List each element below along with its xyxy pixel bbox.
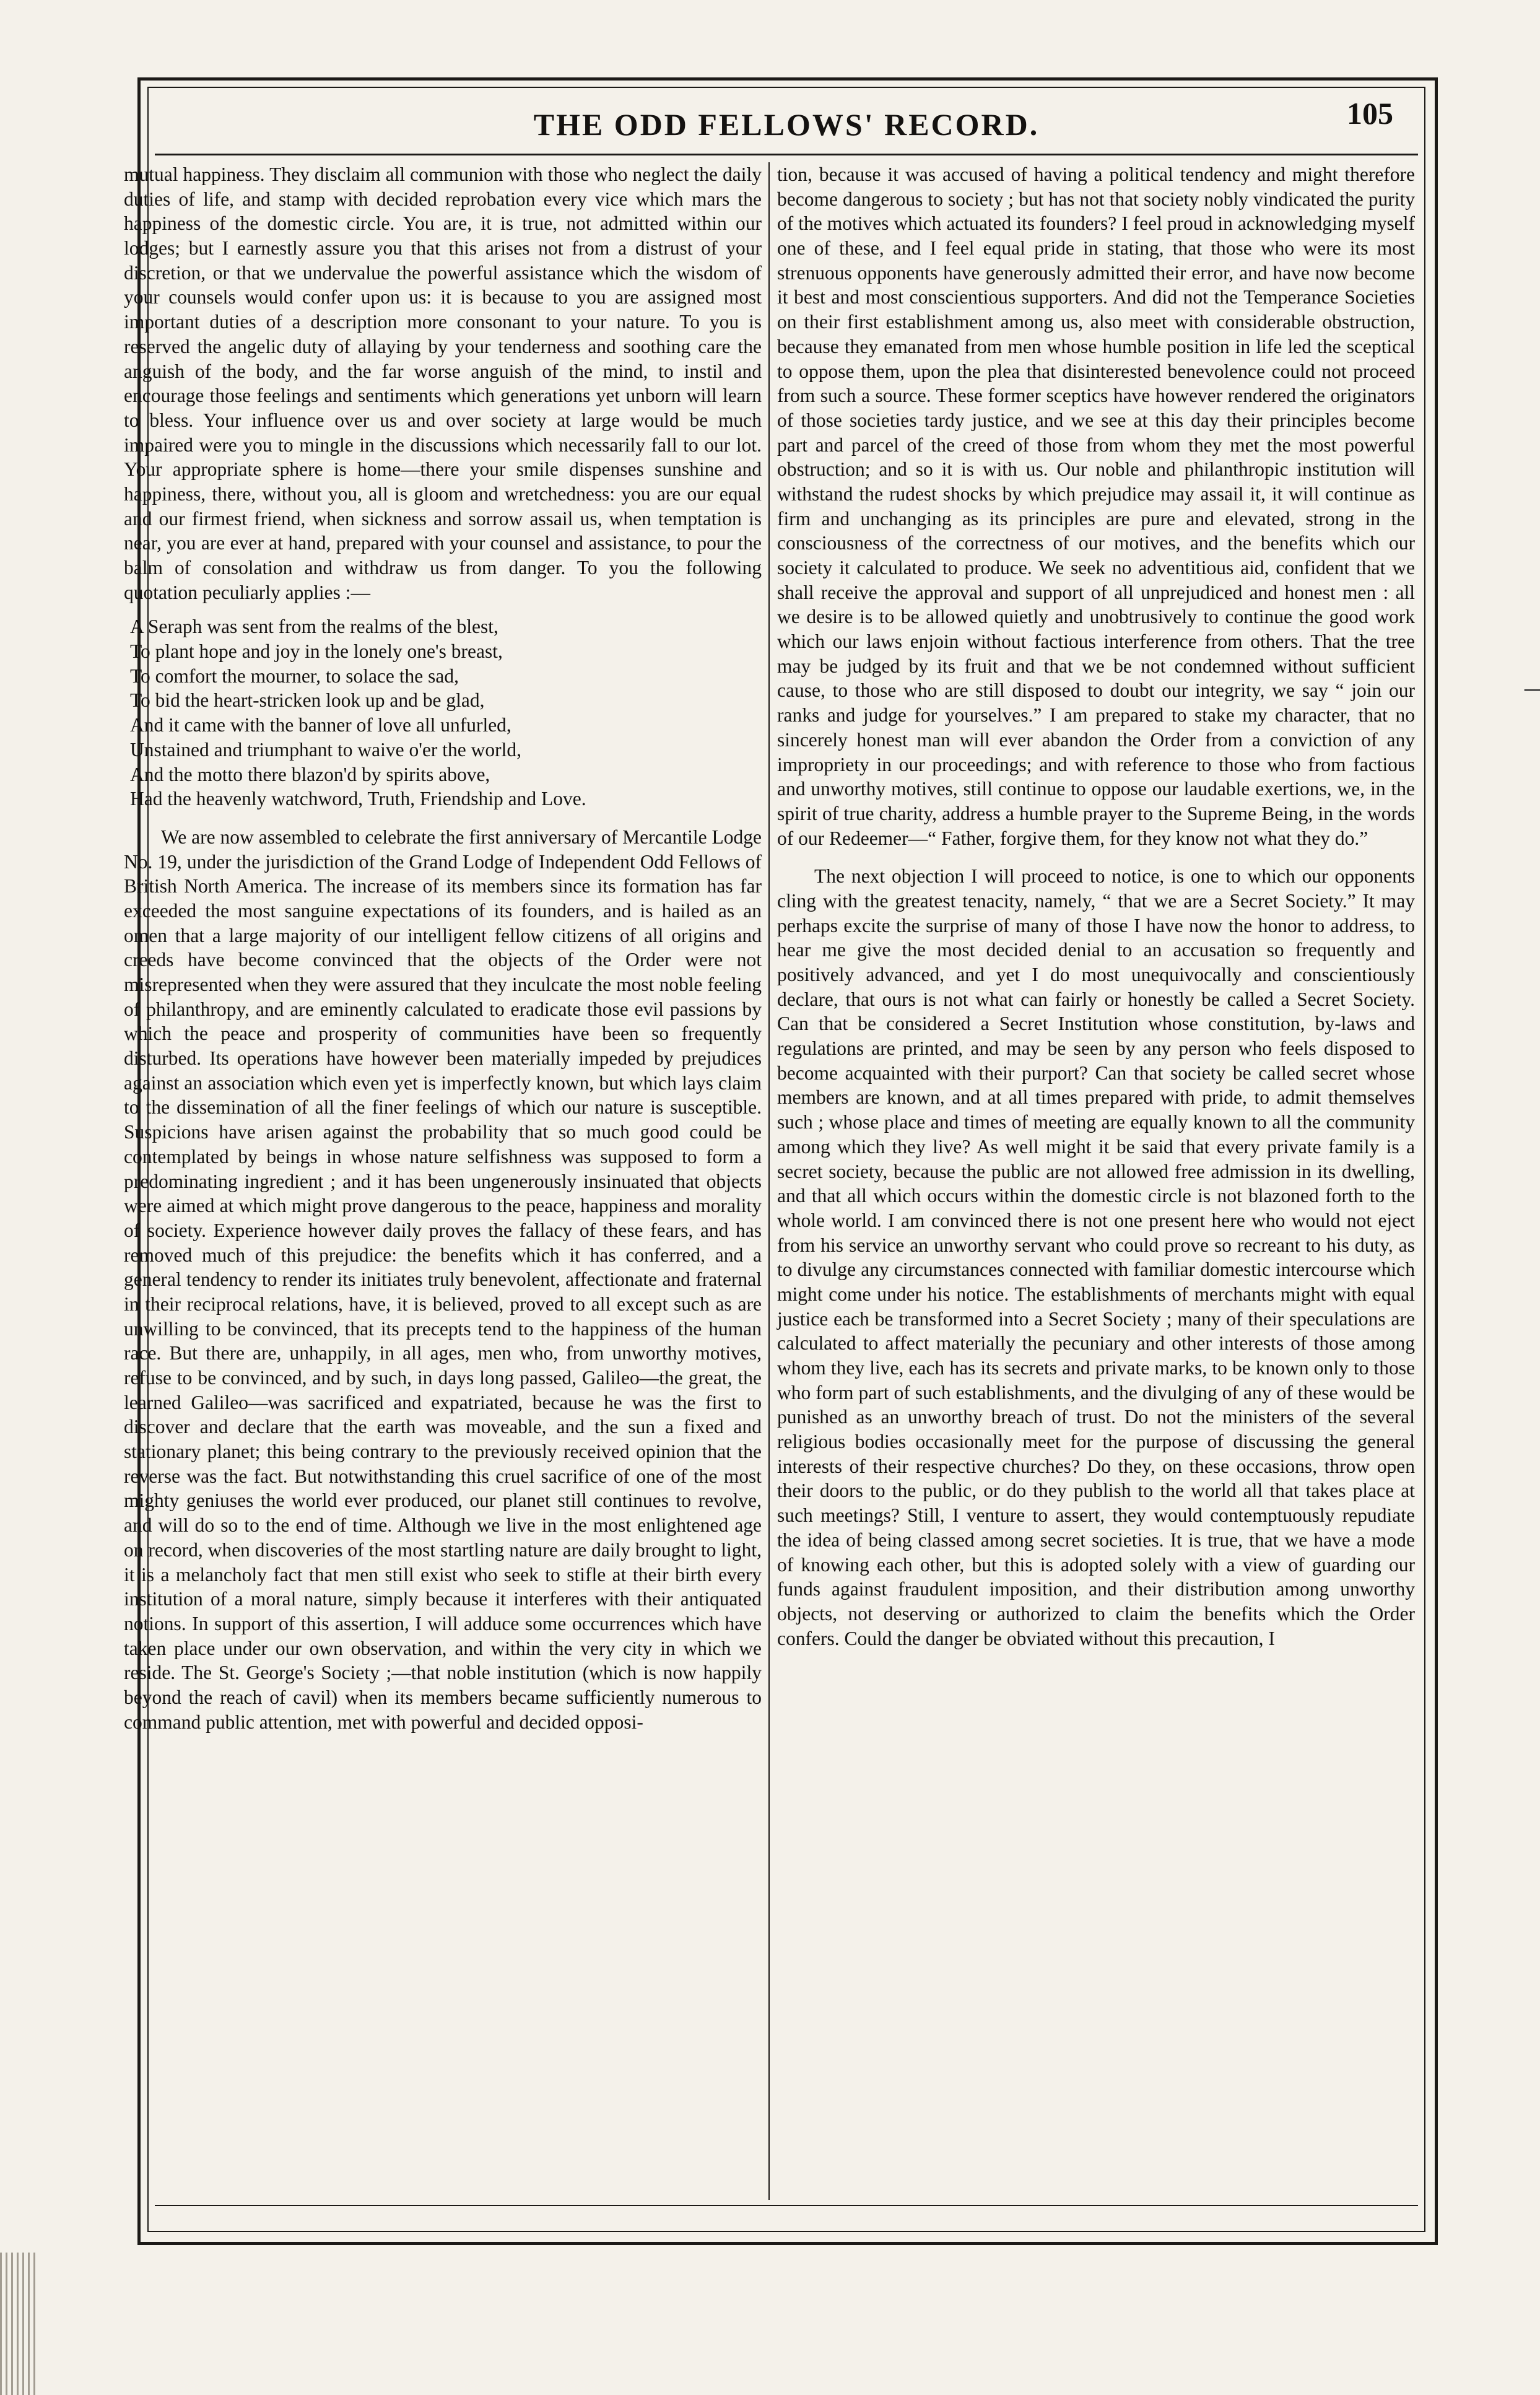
poem-line-2: To plant hope and joy in the lonely one's breast, [130, 640, 503, 663]
right-paragraph-2: The next objection I will proceed to notice, is one to which our opponents cling with the greatest tenacity, namely, “ that we are a Secret Society.” It may perhaps excite the surprise of many of those I have now the honor to address, to hear me give the most decided denial to an accusation so frequently and positively advanced, and yet I do most unequivocally and conscientiously declare, that ours is not what can fairly or honestly be called a Secret Society. Can that be considered a Secret Institution whose constitution, by-laws and regulations are printed, and may be seen by any person who feels disposed to become acquainted with their purport? Can that society be called secret whose members are known, and at all times prepared with pride, to admit themselves such ; whose place and times of meeting are equally known to all the community among which they live? As well might it be said that every private family is a secret society, because the public are not allowed free admission in its dwelling, and that all which occurs within the domestic circle is not blazoned forth to the whole world. I am convinced there is not one present here who would not eject from his service an unworthy servant who could prove so recreant to his duty, as to divulge any circumstances connected with familiar domestic intercourse which might come under his notice. The establishments of merchants might with equal justice each be transformed into a Secret Society ; many of their speculations are calculated to affect materially the pecuniary and other interests of those among whom they live, each has its secrets and private marks, to be known only to those who form part of such establishments, and the divulging of any of these would be punished as an unworthy breach of trust. Do not the ministers of the several religious bodies occasionally meet for the purpose of discussing the general interests of their respective churches? Do they, on these occasions, throw open their doors to the public, or do they publish to the world all that takes place at such meetings? Still, I venture to assert, they would contemptuously repudiate the idea of being classed among secret societies. It is true, that we have a mode of knowing each other, but this is adopted solely with a view of guarding our funds against fraudulent imposition, and their distribution among unworthy objects, not deserving or authorized to claim the benefits which the Order confers. Could the danger be obviated without this precaution, I [777, 865, 1415, 1649]
footer-rule [155, 2205, 1418, 2206]
left-paragraph-1: mutual happiness. They disclaim all communion with those who neglect the daily duties of life, and stamp with decided reprobation every vice which mars the happiness of the domestic circle. You are, it is true, not admitted within our lodges; but I earnestly assure you that this arises not from a distrust of your discretion, or that we undervalue the powerful assistance which the wisdom of your counsels would confer upon us: it is because to you are assigned most important duties of a description more consonant to your nature. To you is reserved the angelic duty of allaying by your tenderness and soothing care the anguish of the body, and the far worse anguish of the mind, to instil and encourage those feelings and sentiments which generations yet unborn will learn to bless. Your influence over us and over society at large would be much impaired were you to mingle in the discussions which necessarily fall to our lot. Your appropriate sphere is home—there your smile dispenses sunshine and happiness, there, without you, all is gloom and wretchedness: you are our equal and our firmest friend, when sickness and sorrow assail us, when temptation is near, you are ever at hand, prepared with your counsel and assistance, to pour the balm of consolation and withdraw us from danger. To you the following quotation peculiarly applies :— [124, 164, 762, 603]
poem-line-3: To comfort the mourner, to solace the sad, [130, 665, 459, 687]
poem-stanza [130, 614, 762, 811]
margin-mark: – [1525, 670, 1540, 704]
poem-line-4: To bid the heart-stricken look up and be glad, [130, 689, 485, 712]
right-column [777, 162, 1415, 2200]
poem-line-5: And it came with the banner of love all unfurled, [130, 714, 511, 736]
header-rule [155, 154, 1418, 155]
left-column [124, 162, 762, 2200]
right-paragraph-1: tion, because it was accused of having a political tendency and might therefore become dangerous to society ; but has not that society nobly vindicated the purity of the motives which actuated its founders? I feel proud in acknowledging myself one of these, and I feel equal pride in stating, that those who were its most strenuous opponents have generously admitted their error, and have now become it best and most conscientious supporters. And did not the Temperance Societies on their first establishment among us, also meet with considerable obstruction, because they emanated from men whose humble position in life led the sceptical to oppose them, upon the plea that disinterested benevolence could not proceed from such a source. These former sceptics have however rendered the originators of those societies tardy justice, and we see at this day their principles become part and parcel of the creed of those from whom they met the most powerful obstruction; and so it is with us. Our noble and philanthropic institution will withstand the rudest shocks by which prejudice may assail it, it will continue as firm and unchanging as its principles are pure and elevated, strong in the consciousness of the correctness of our motives, and the benefits which our society it calculated to produce. We seek no adventitious aid, confident that we shall receive the approval and support of all unprejudiced and honest men : all we desire is to be allowed quietly and unobtrusively to continue the good work which our laws enjoin without factious interference from others. That the tree may be judged by its fruit and that we be not condemned without sufficient cause, to those who are still disposed to doubt our integrity, we say “ join our ranks and judge for yourselves.” I am prepared to stake my character, that no sincerely honest man will ever abandon the Order from a conviction of any impropriety in our proceedings; and with reference to those who from factious and unworthy motives, still continue to oppose our laudable exertions, we, in the spirit of true charity, address a humble prayer to the Supreme Being, in the words of our Redeemer—“ Father, forgive them, for they know not what they do.” [777, 164, 1415, 849]
poem-line-7: And the motto there blazon'd by spirits above, [130, 763, 490, 785]
page-header [155, 93, 1418, 155]
left-paragraph-2: We are now assembled to celebrate the first anniversary of Mercantile Lodge No. 19, under the jurisdiction of the Grand Lodge of Independent Odd Fellows of British North America. The increase of its members since its formation has far exceeded the most sanguine expectations of its founders, and is hailed as an omen that a large majority of our intelligent fellow citizens of all origins and creeds have become convinced that the objects of the Order were not misrepresented when they were assured that they inculcate the most noble feeling of philanthropy, and are eminently calculated to eradicate those evil passions by which the peace and prosperity of communities have been so frequently disturbed. Its operations have however been materially impeded by prejudices against an association which even yet is imperfectly known, but which lays claim to the dissemination of all the finer feelings of which our nature is susceptible. Suspicions have arisen against the probability that so much good could be contemplated by beings in whose nature selfishness was supposed to form a predominating ingredient ; and it has been ungenerously insinuated that objects were aimed at which might prove dangerous to the peace, happiness and morality of society. Experience however daily proves the fallacy of these fears, and has removed much of this prejudice: the benefits which it has conferred, and a general tendency to render its initiates truly benevolent, affectionate and fraternal in their reciprocal relations, have, it is believed, proved to all except such as are unwilling to be convinced, that its precepts tend to the happiness of the human race. But there are, unhappily, in all ages, men who, from unworthy motives, refuse to be convinced, and by such, in days long passed, Galileo—the great, the learned Galileo—was sacrificed and expatriated, because he was the first to discover and declare that the earth was moveable, and the sun a fixed and stationary planet; this being contrary to the previously received opinion that the reverse was the fact. But notwithstanding this cruel sacrifice of one of the most mighty geniuses the world ever produced, our planet still continues to revolve, and will do so to the end of time. Although we live in the most enlightened age on record, when discoveries of the most startling nature are daily brought to light, it is a melancholy fact that men still exist who seek to stifle at their birth every institution of a moral nature, simply because it interferes with their antiquated notions. In support of this assertion, I will adduce some occurrences which have taken place under our own observation, and within the very city in which we reside. The St. George's Society ;—that noble institution (which is now happily beyond the reach of cavil) when its members became sufficiently numerous to command public attention, met with powerful and decided opposi- [124, 826, 762, 1733]
poem-line-8: Had the heavenly watchword, Truth, Friendship and Love. [130, 788, 586, 810]
poem-line-1: A Seraph was sent from the realms of the blest, [130, 616, 498, 638]
poem-line-6: Unstained and triumphant to waive o'er the world, [130, 738, 522, 761]
column-divider [768, 162, 770, 2200]
page-number: 105 [1347, 96, 1393, 131]
binding-edge [0, 2253, 37, 2395]
journal-title: THE ODD FELLOWS' RECORD. [533, 107, 1040, 142]
